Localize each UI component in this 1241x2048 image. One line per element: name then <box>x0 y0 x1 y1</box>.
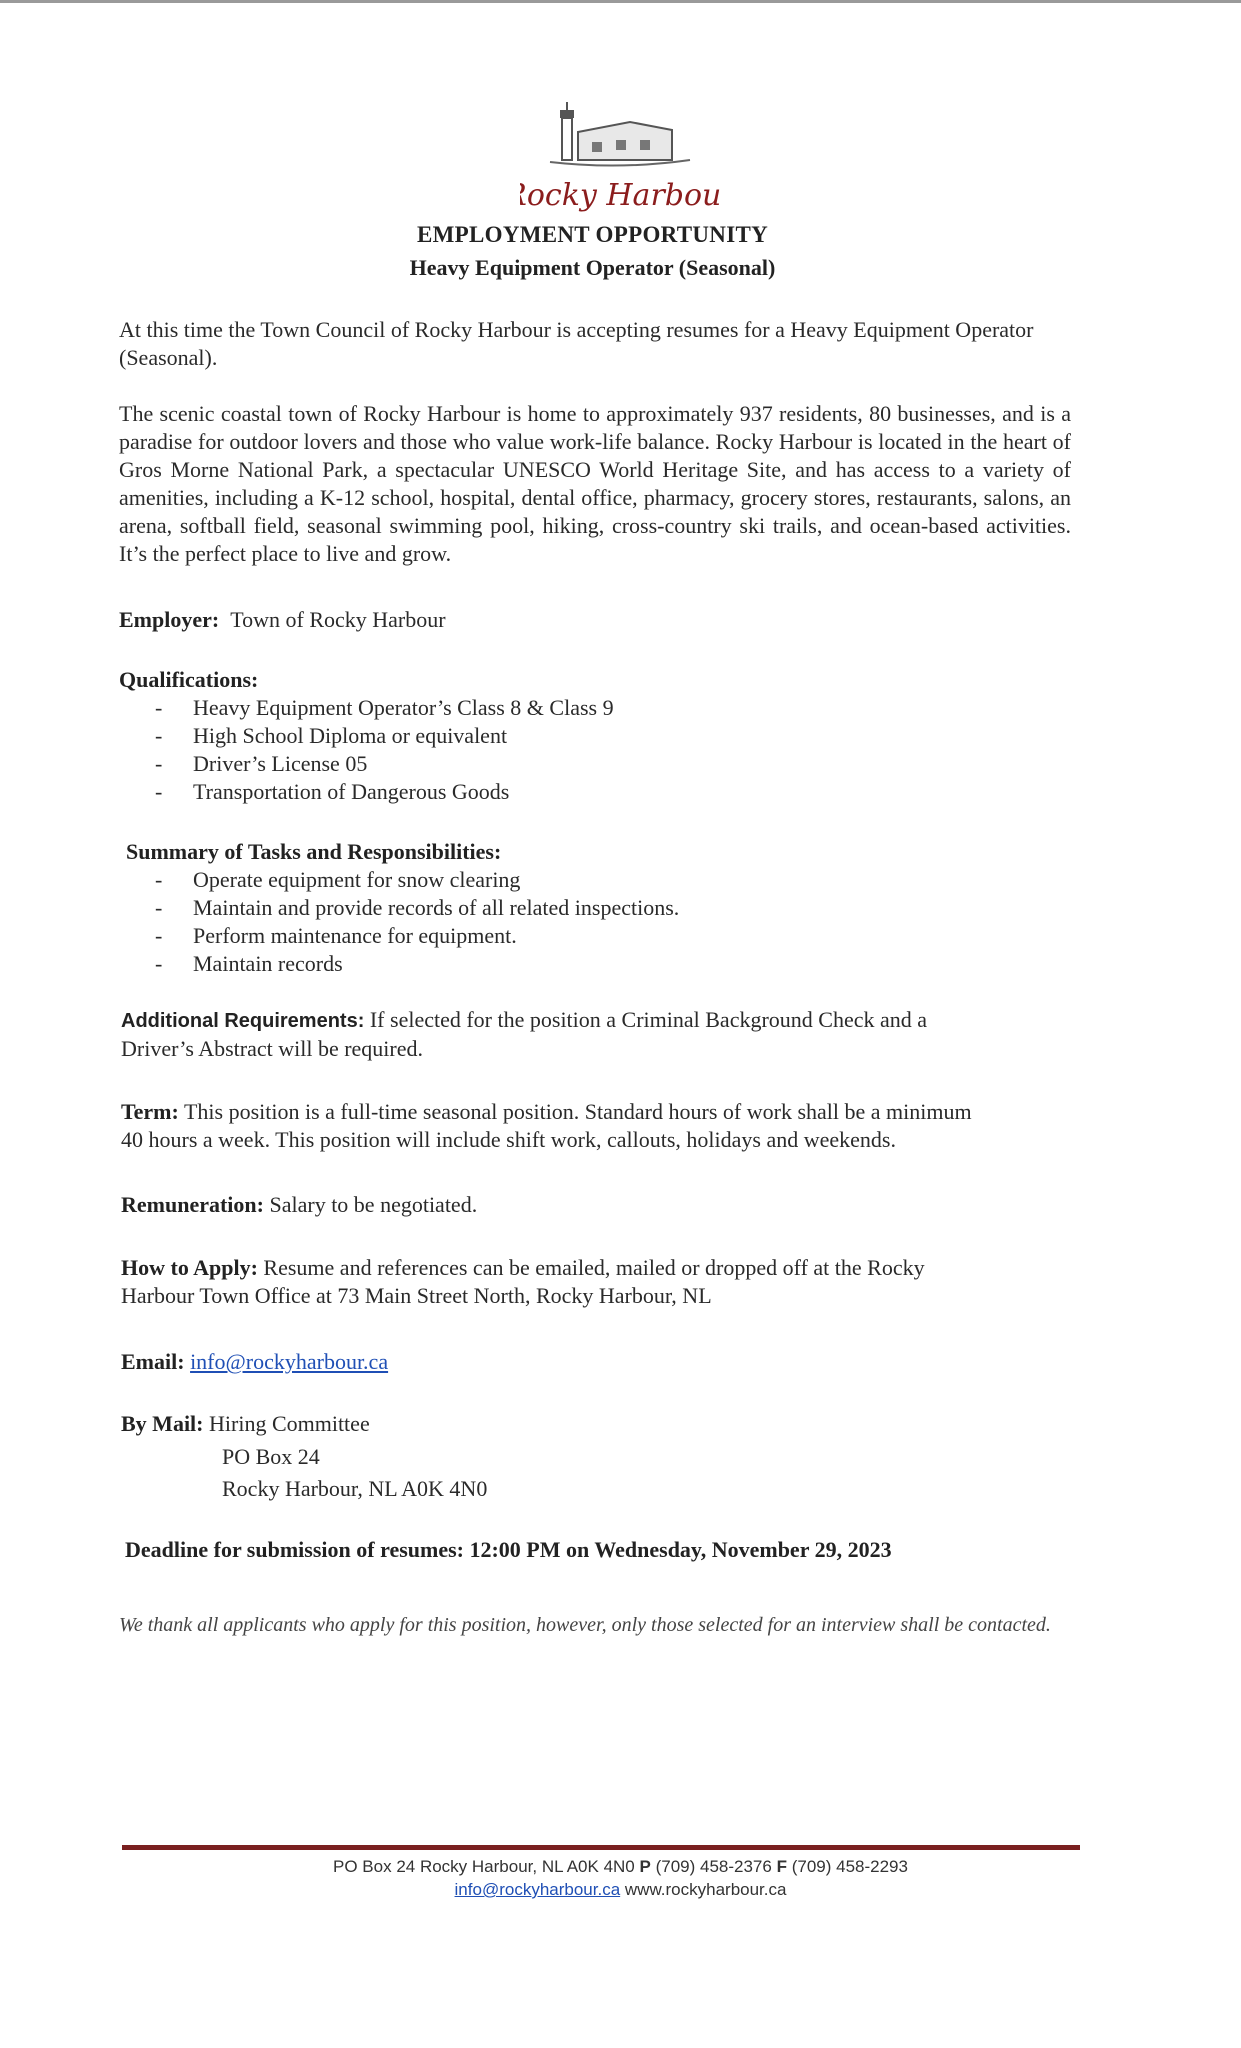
mail-line-1: Hiring Committee <box>209 1411 370 1436</box>
remuneration-value: Salary to be negotiated. <box>269 1192 478 1217</box>
mail-line-3: Rocky Harbour, NL A0K 4N0 <box>222 1476 488 1501</box>
page-title: EMPLOYMENT OPPORTUNITY <box>416 222 769 247</box>
email-label: Email: <box>121 1349 185 1374</box>
additional-text-2: Driver’s Abstract will be required. <box>121 1036 424 1061</box>
list-item: - Maintain and provide records of all related inspections. <box>119 894 679 922</box>
additional-text-1: If selected for the position a Criminal Background Check and a <box>369 1007 928 1032</box>
mail-label-line <box>121 1410 370 1438</box>
apply-text-1: Resume and references can be emailed, mailed or dropped off at the Rocky <box>263 1255 925 1280</box>
list-item: - High School Diploma or equivalent <box>119 722 614 750</box>
apply-line-1 <box>121 1254 925 1282</box>
employer-label: Employer: <box>119 607 220 632</box>
qualifications-label <box>119 666 258 694</box>
footer-contact-line <box>0 1857 1241 1877</box>
logo-arc-text <box>561 70 678 71</box>
term-section <box>121 1098 972 1154</box>
qualifications-heading: Qualifications: <box>119 667 259 692</box>
footer-phone: (709) 458-2376 <box>655 1857 772 1876</box>
town-logo-graphic <box>520 70 720 215</box>
list-item: - Heavy Equipment Operator’s Class 8 & Class 9 <box>119 694 614 722</box>
term-text-2: 40 hours a week. This position will include shift work, callouts, holidays and weekends. <box>121 1127 896 1152</box>
apply-label: How to Apply: <box>121 1255 258 1280</box>
tasks-heading: Summary of Tasks and Responsibilities: <box>126 839 502 864</box>
list-item: - Perform maintenance for equipment. <box>119 922 679 950</box>
svg-text:TOWN OF <box>561 70 678 71</box>
logo-script-text: ocky Harbou <box>526 178 720 213</box>
job-title: Heavy Equipment Operator (Seasonal) <box>409 255 776 280</box>
apply-text-2: Harbour Town Office at 73 Main Street North, Rocky Harbour, NL <box>121 1283 712 1308</box>
list-item: - Driver’s License 05 <box>119 750 614 778</box>
employer-value: Town of Rocky Harbour <box>230 607 446 632</box>
scan-top-border <box>0 0 1241 3</box>
email-link[interactable]: info@rockyharbour.ca <box>190 1349 389 1374</box>
town-logo <box>520 70 720 215</box>
footer-web-line <box>0 1880 1241 1900</box>
footer-fax: (709) 458-2293 <box>791 1857 908 1876</box>
list-item: - Maintain records <box>119 950 679 978</box>
footer-divider <box>122 1845 1080 1850</box>
tasks-list <box>119 866 679 978</box>
remuneration-line <box>121 1191 477 1219</box>
term-text-1: This position is a full-time seasonal position. Standard hours of work shall be a minimum <box>183 1099 972 1124</box>
employer-line <box>119 606 446 634</box>
list-item: - Transportation of Dangerous Goods <box>119 778 614 806</box>
closing-note: We thank all applicants who apply for this position, however, only those selected for an interview shall be contacted. <box>119 1614 1051 1636</box>
additional-requirements <box>121 1006 927 1063</box>
list-item: - Operate equipment for snow clearing <box>119 866 679 894</box>
term-label: Term: <box>121 1099 179 1124</box>
footer-website[interactable]: www.rockyharbour.ca <box>624 1880 787 1899</box>
how-to-apply-section <box>121 1254 925 1310</box>
footer-phone-label: P <box>639 1857 651 1876</box>
footer-email-link[interactable]: info@rockyharbour.ca <box>454 1880 621 1899</box>
description-paragraph: The scenic coastal town of Rocky Harbour is home to approximately 937 residents, 80 businesses, and is a paradise for outdoor lovers and those who value work-life balance. Rocky Harbour is located in the heart of Gros Morne National Park, a spectacular UNESCO World Heritage Site, and has access to a variety of amenities, including a K-12 school, hospital, dental office, pharmacy, grocery stores, restaurants, salons, an arena, softball field, seasonal swimming pool, hiking, cross-country ski trails, and ocean-based activities. It’s the perfect place to live and grow. <box>119 401 1071 566</box>
mail-label: By Mail: <box>121 1411 204 1436</box>
deadline-line: Deadline for submission of resumes: 12:00 PM on Wednesday, November 29, 2023 <box>125 1537 892 1562</box>
additional-label: Additional Requirements: <box>121 1010 365 1032</box>
email-line <box>121 1348 388 1376</box>
remuneration-label: Remuneration: <box>121 1192 264 1217</box>
intro-paragraph: At this time the Town Council of Rocky Harbour is accepting resumes for a Heavy Equipment Operator (Seasonal). <box>119 317 1034 370</box>
additional-line-1 <box>121 1006 927 1035</box>
term-line-1 <box>121 1098 972 1126</box>
mail-line-2: PO Box 24 <box>222 1444 320 1469</box>
tasks-label <box>126 838 501 866</box>
footer-address: PO Box 24 Rocky Harbour, NL A0K 4N0 <box>333 1857 635 1876</box>
qualifications-list <box>119 694 614 806</box>
footer-fax-label: F <box>776 1857 787 1876</box>
